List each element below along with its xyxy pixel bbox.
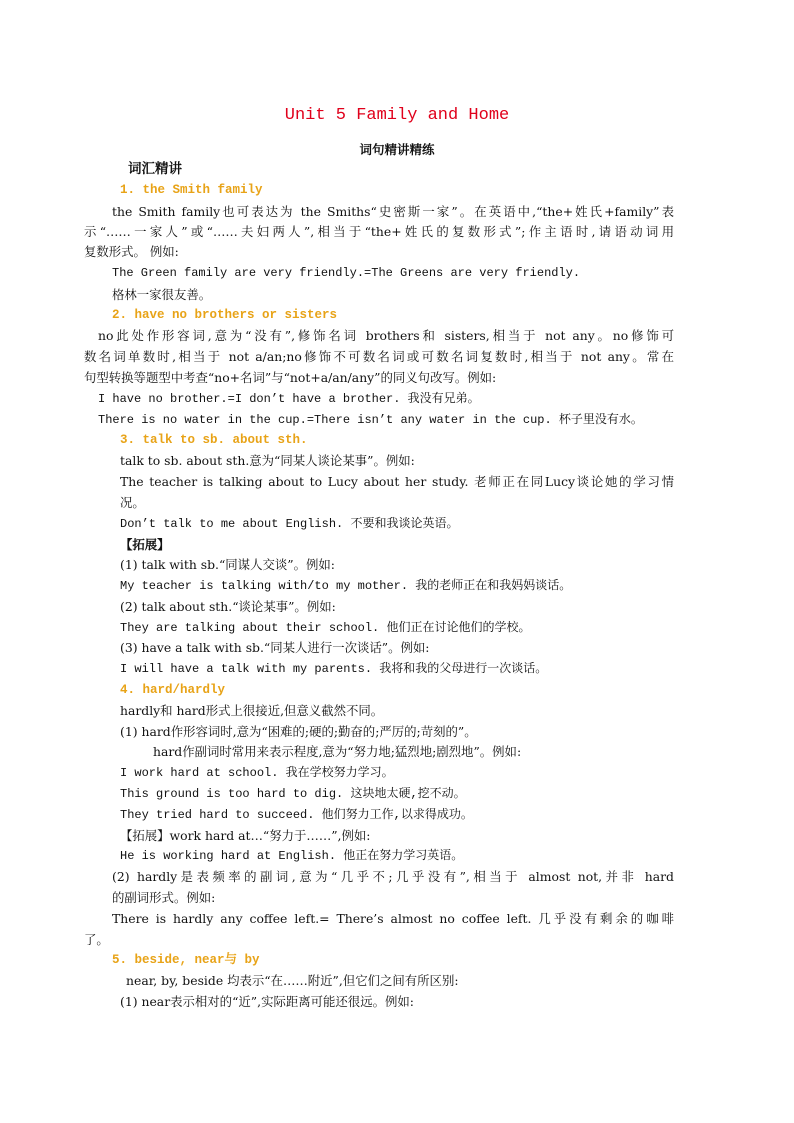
- body-text-line: hardly和 hard形式上很接近,但意义截然不同。: [120, 703, 384, 718]
- body-text-line: He is working hard at English. 他正在努力学习英语。: [120, 849, 464, 863]
- document-subtitle: 词句精讲精练: [359, 142, 435, 157]
- body-text-line: no此处作形容词,意为“没有”,修饰名词 brothers和 sisters,相当于 not any。no修饰可: [98, 328, 674, 343]
- body-text-line: This ground is too hard to dig. 这块地太硬,挖不动。: [120, 787, 466, 801]
- body-text-line: 复数形式。 例如:: [84, 244, 179, 259]
- body-text-line: hard作副词时常用来表示程度,意为“努力地;猛烈地;剧烈地”。例如:: [153, 744, 522, 759]
- body-text-line: 示“……一家人”或“……夫妇两人”,相当于“the+姓氏的复数形式”;作主语时,请语动词用: [84, 224, 674, 239]
- vocab-heading: 1. the Smith family: [120, 183, 263, 197]
- body-text-line: (2) talk about sth.“谈论某事”。例如:: [120, 599, 336, 614]
- body-text-line: I work hard at school. 我在学校努力学习。: [120, 766, 394, 780]
- document-title: Unit 5 Family and Home: [284, 106, 510, 125]
- body-text-line: 数名词单数时,相当于 not a/an;no修饰不可数名词或可数名词复数时,相当于 not any。常在: [84, 349, 674, 364]
- body-text-line: the Smith family也可表达为 the Smiths“史密斯一家”。在英语中,“the+姓氏+family”表: [112, 204, 674, 219]
- vocab-heading: 5. beside, near与 by: [112, 953, 260, 967]
- body-text-line: The Green family are very friendly.=The Greens are very friendly.: [112, 266, 581, 280]
- body-text-line: (3) have a talk with sb.“同某人进行一次谈话”。例如:: [120, 640, 430, 655]
- body-text-line: talk to sb. about sth.意为“同某人谈论某事”。例如:: [120, 453, 415, 468]
- body-text-line: 况。: [120, 495, 145, 510]
- body-text-line: 的副词形式。例如:: [112, 890, 216, 905]
- body-text-line: There is hardly any coffee left.= There’s almost no coffee left. 几乎没有剩余的咖啡: [112, 911, 674, 926]
- vocab-heading: 3. talk to sb. about sth.: [120, 433, 308, 447]
- section-heading: 词汇精讲: [128, 161, 182, 177]
- body-text-line: (2) hardly是表频率的副词,意为“几乎不;几乎没有”,相当于 almost not,并非 hard: [112, 869, 674, 884]
- body-text-line: 【拓展】work hard at…“努力于……”,例如:: [120, 828, 371, 843]
- vocab-heading: 2. have no brothers or sisters: [112, 308, 338, 322]
- body-text-line: They are talking about their school. 他们正在讨论他们的学校。: [120, 621, 531, 635]
- body-text-line: 句型转换等题型中考查“no+名词”与“not+a/an/any”的同义句改写。例如:: [84, 370, 497, 385]
- body-text-line: There is no water in the cup.=There isn’t any water in the cup. 杯子里没有水。: [98, 413, 643, 427]
- body-text-line: My teacher is talking with/to my mother. 我的老师正在和我妈妈谈话。: [120, 579, 572, 593]
- vocab-heading: 4. hard/hardly: [120, 683, 226, 697]
- body-text-line: 格林一家很友善。: [112, 287, 212, 302]
- body-text-line: 【拓展】: [120, 537, 170, 552]
- body-text-line: The teacher is talking about to Lucy about her study. 老师正在同Lucy谈论她的学习情: [120, 474, 674, 489]
- body-text-line: Don’t talk to me about English. 不要和我谈论英语。: [120, 517, 459, 531]
- body-text-line: near, by, beside 均表示“在……附近”,但它们之间有所区别:: [126, 973, 459, 988]
- body-text-line: They tried hard to succeed. 他们努力工作,以求得成功。: [120, 808, 473, 822]
- body-text-line: (1) hard作形容词时,意为“困难的;硬的;勤奋的;严厉的;苛刻的”。: [120, 724, 477, 739]
- body-text-line: (1) near表示相对的“近”,实际距离可能还很远。例如:: [120, 994, 414, 1009]
- body-text-line: (1) talk with sb.“同谋人交谈”。例如:: [120, 557, 335, 572]
- body-text-line: I will have a talk with my parents. 我将和我的父母进行一次谈话。: [120, 662, 548, 676]
- body-text-line: I have no brother.=I don’t have a brother. 我没有兄弟。: [98, 392, 480, 406]
- body-text-line: 了。: [84, 932, 109, 947]
